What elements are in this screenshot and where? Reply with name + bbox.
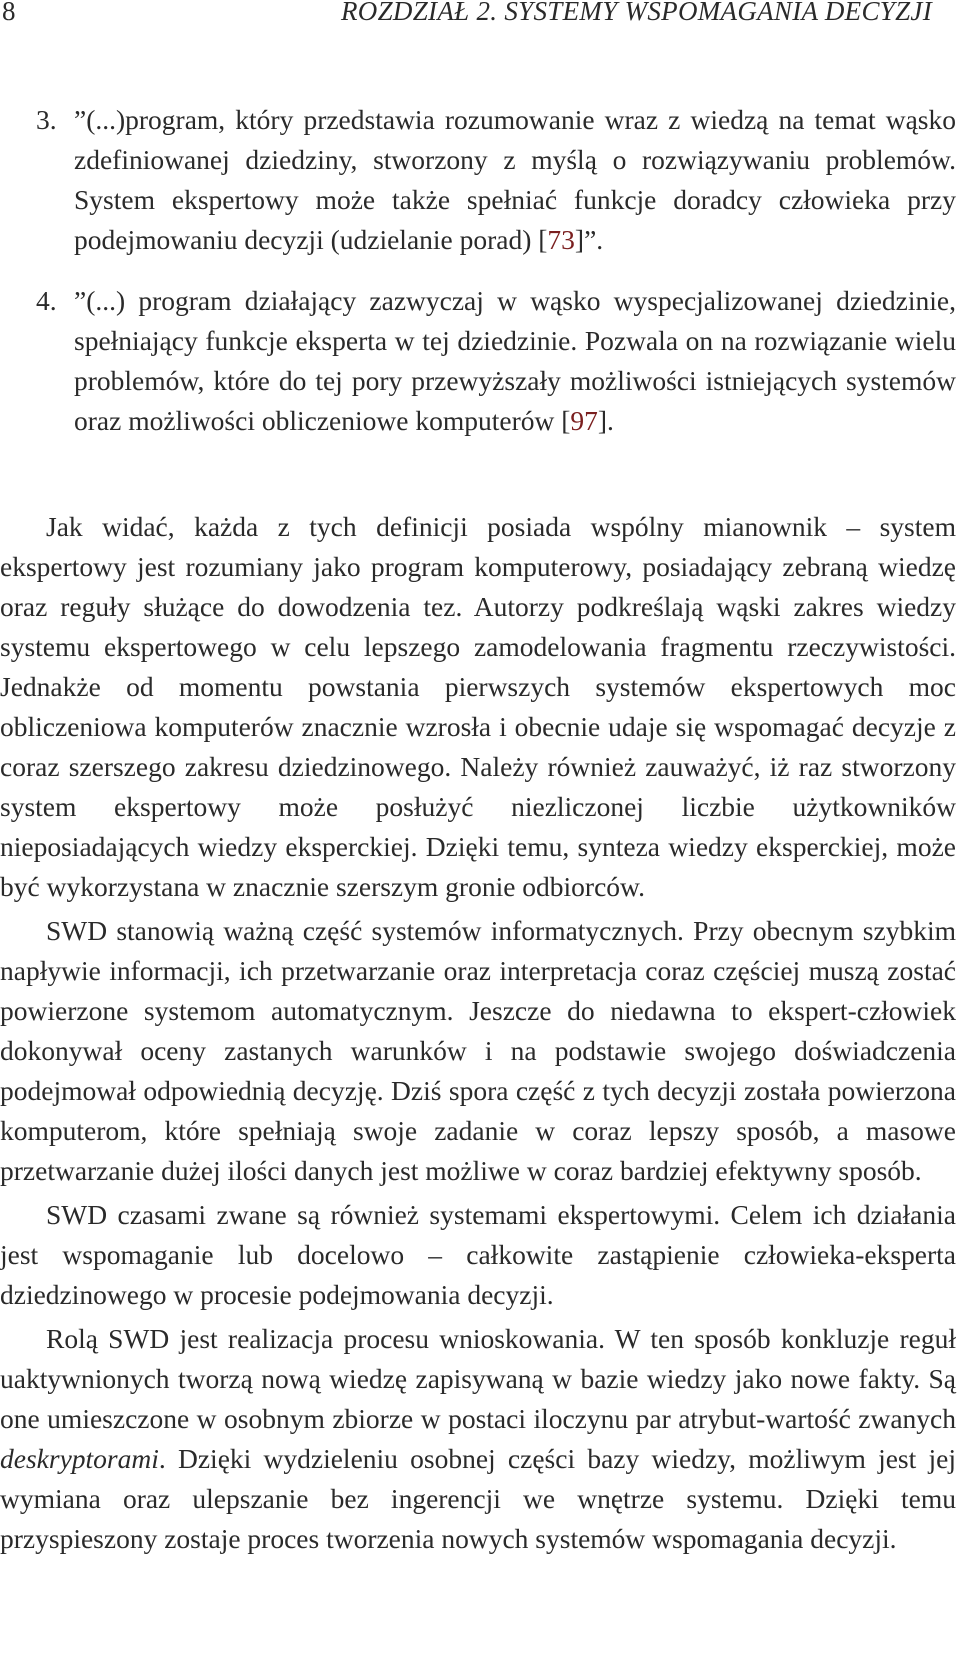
list-item [0, 100, 956, 260]
paragraph-swd-expert: SWD czasami zwane są również systemami ekspertowymi. Celem ich działania jest wspomaganie lub docelowo – całkowite zastąpienie człowieka-eksperta dziedzinowego w procesie podejmowania decyzji. [0, 1199, 956, 1310]
definition-text: ”(...)program, który przedstawia rozumowanie wraz z wiedzą na temat wąsko zdefiniowanej dziedziny, stworzony z myślą o rozwiązywaniu problemów. System ekspertowy może także spełniać funkcje doradcy człowieka przy podejmowaniu decyzji (udzielanie porad) [ [74, 104, 956, 255]
citation-link[interactable]: 73 [547, 224, 575, 255]
paragraph-swd-role: SWD stanowią ważną część systemów informatycznych. Przy obecnym szybkim napływie informacji, ich przetwarzanie oraz interpretacja coraz częściej muszą zostać powierzone systemom automatycznym. Jeszcze do niedawna to ekspert-człowiek dokonywał oceny zastanych warunków i na podstawie swojego doświadczenia podejmował odpowiednią decyzję. Dziś spora część z tych decyzji została powierzona komputerom, które spełniają swoje zadanie w coraz lepszy sposób, a masowe przetwarzanie dużej ilości danych jest możliwe w coraz bardziej efektywny sposób. [0, 915, 956, 1186]
paragraph-definitions-summary: Jak widać, każda z tych definicji posiada wspólny mianownik – system ekspertowy jest rozumiany jako program komputerowy, posiadający zebraną wiedzę oraz reguły służące do dowodzenia tez. Autorzy podkreślają wąski zakres wiedzy systemu ekspertowego w celu lepszego zamodelowania fragmentu rzeczywistości. Jednakże od momentu powstania pierwszych systemów ekspertowych moc obliczeniowa komputerów znacznie wzrosła i obecnie udaje się wspomagać decyzje z coraz szerszego zakresu dziedzinowego. Należy również zauważyć, iż raz stworzony system ekspertowy może posłużyć niezliczonej liczbie użytkowników nieposiadających wiedzy eksperckiej. Dzięki temu, synteza wiedzy eksperckiej, może być wykorzystana w znacznie szerszym gronie odbiorców. [0, 511, 956, 902]
citation-link[interactable]: 97 [570, 405, 598, 436]
chapter-title: ROZDZIAŁ 2. SYSTEMY WSPOMAGANIA DECYZJI [341, 0, 932, 26]
term-deskryptory: deskryptorami [0, 1443, 159, 1474]
paragraph-inference-end: . Dzięki wydzieleniu osobnej części bazy wiedzy, możliwym jest jej wymiana oraz ulepszanie bez ingerencji we wnętrze systemu. Dzięki temu przyspieszony zostaje proces tworzenia nowych systemów wspomagania decyzji. [0, 1443, 956, 1554]
paragraph-inference-start: Rolą SWD jest realizacja procesu wnioskowania. W ten sposób konkluzje reguł uaktywnionych tworzą nową wiedzę zapisywaną w bazie wiedzy jako nowe fakty. Są one umieszczone w osobnym zbiorze w postaci iloczynu par atrybut-wartość zwanych [0, 1323, 956, 1434]
definition-text: ”(...) program działający zazwyczaj w wąsko wyspecjalizowanej dziedzinie, spełniający funkcje eksperta w tej dziedzinie. Pozwala on na rozwiązanie wielu problemów, które do tej pory przewyższały możliwości istniejących systemów oraz możliwości obliczeniowe komputerów [ [74, 285, 956, 436]
body-text [0, 507, 956, 1559]
list-marker: 3. [36, 104, 57, 135]
definition-text-end: ]. [597, 405, 614, 436]
paragraph-inference [0, 1319, 956, 1559]
list-marker: 4. [36, 285, 57, 316]
running-header [0, 0, 960, 34]
list-item [0, 281, 956, 441]
page-number: 8 [2, 0, 16, 26]
definition-list [0, 100, 956, 441]
definition-text-end: ]”. [574, 224, 604, 255]
